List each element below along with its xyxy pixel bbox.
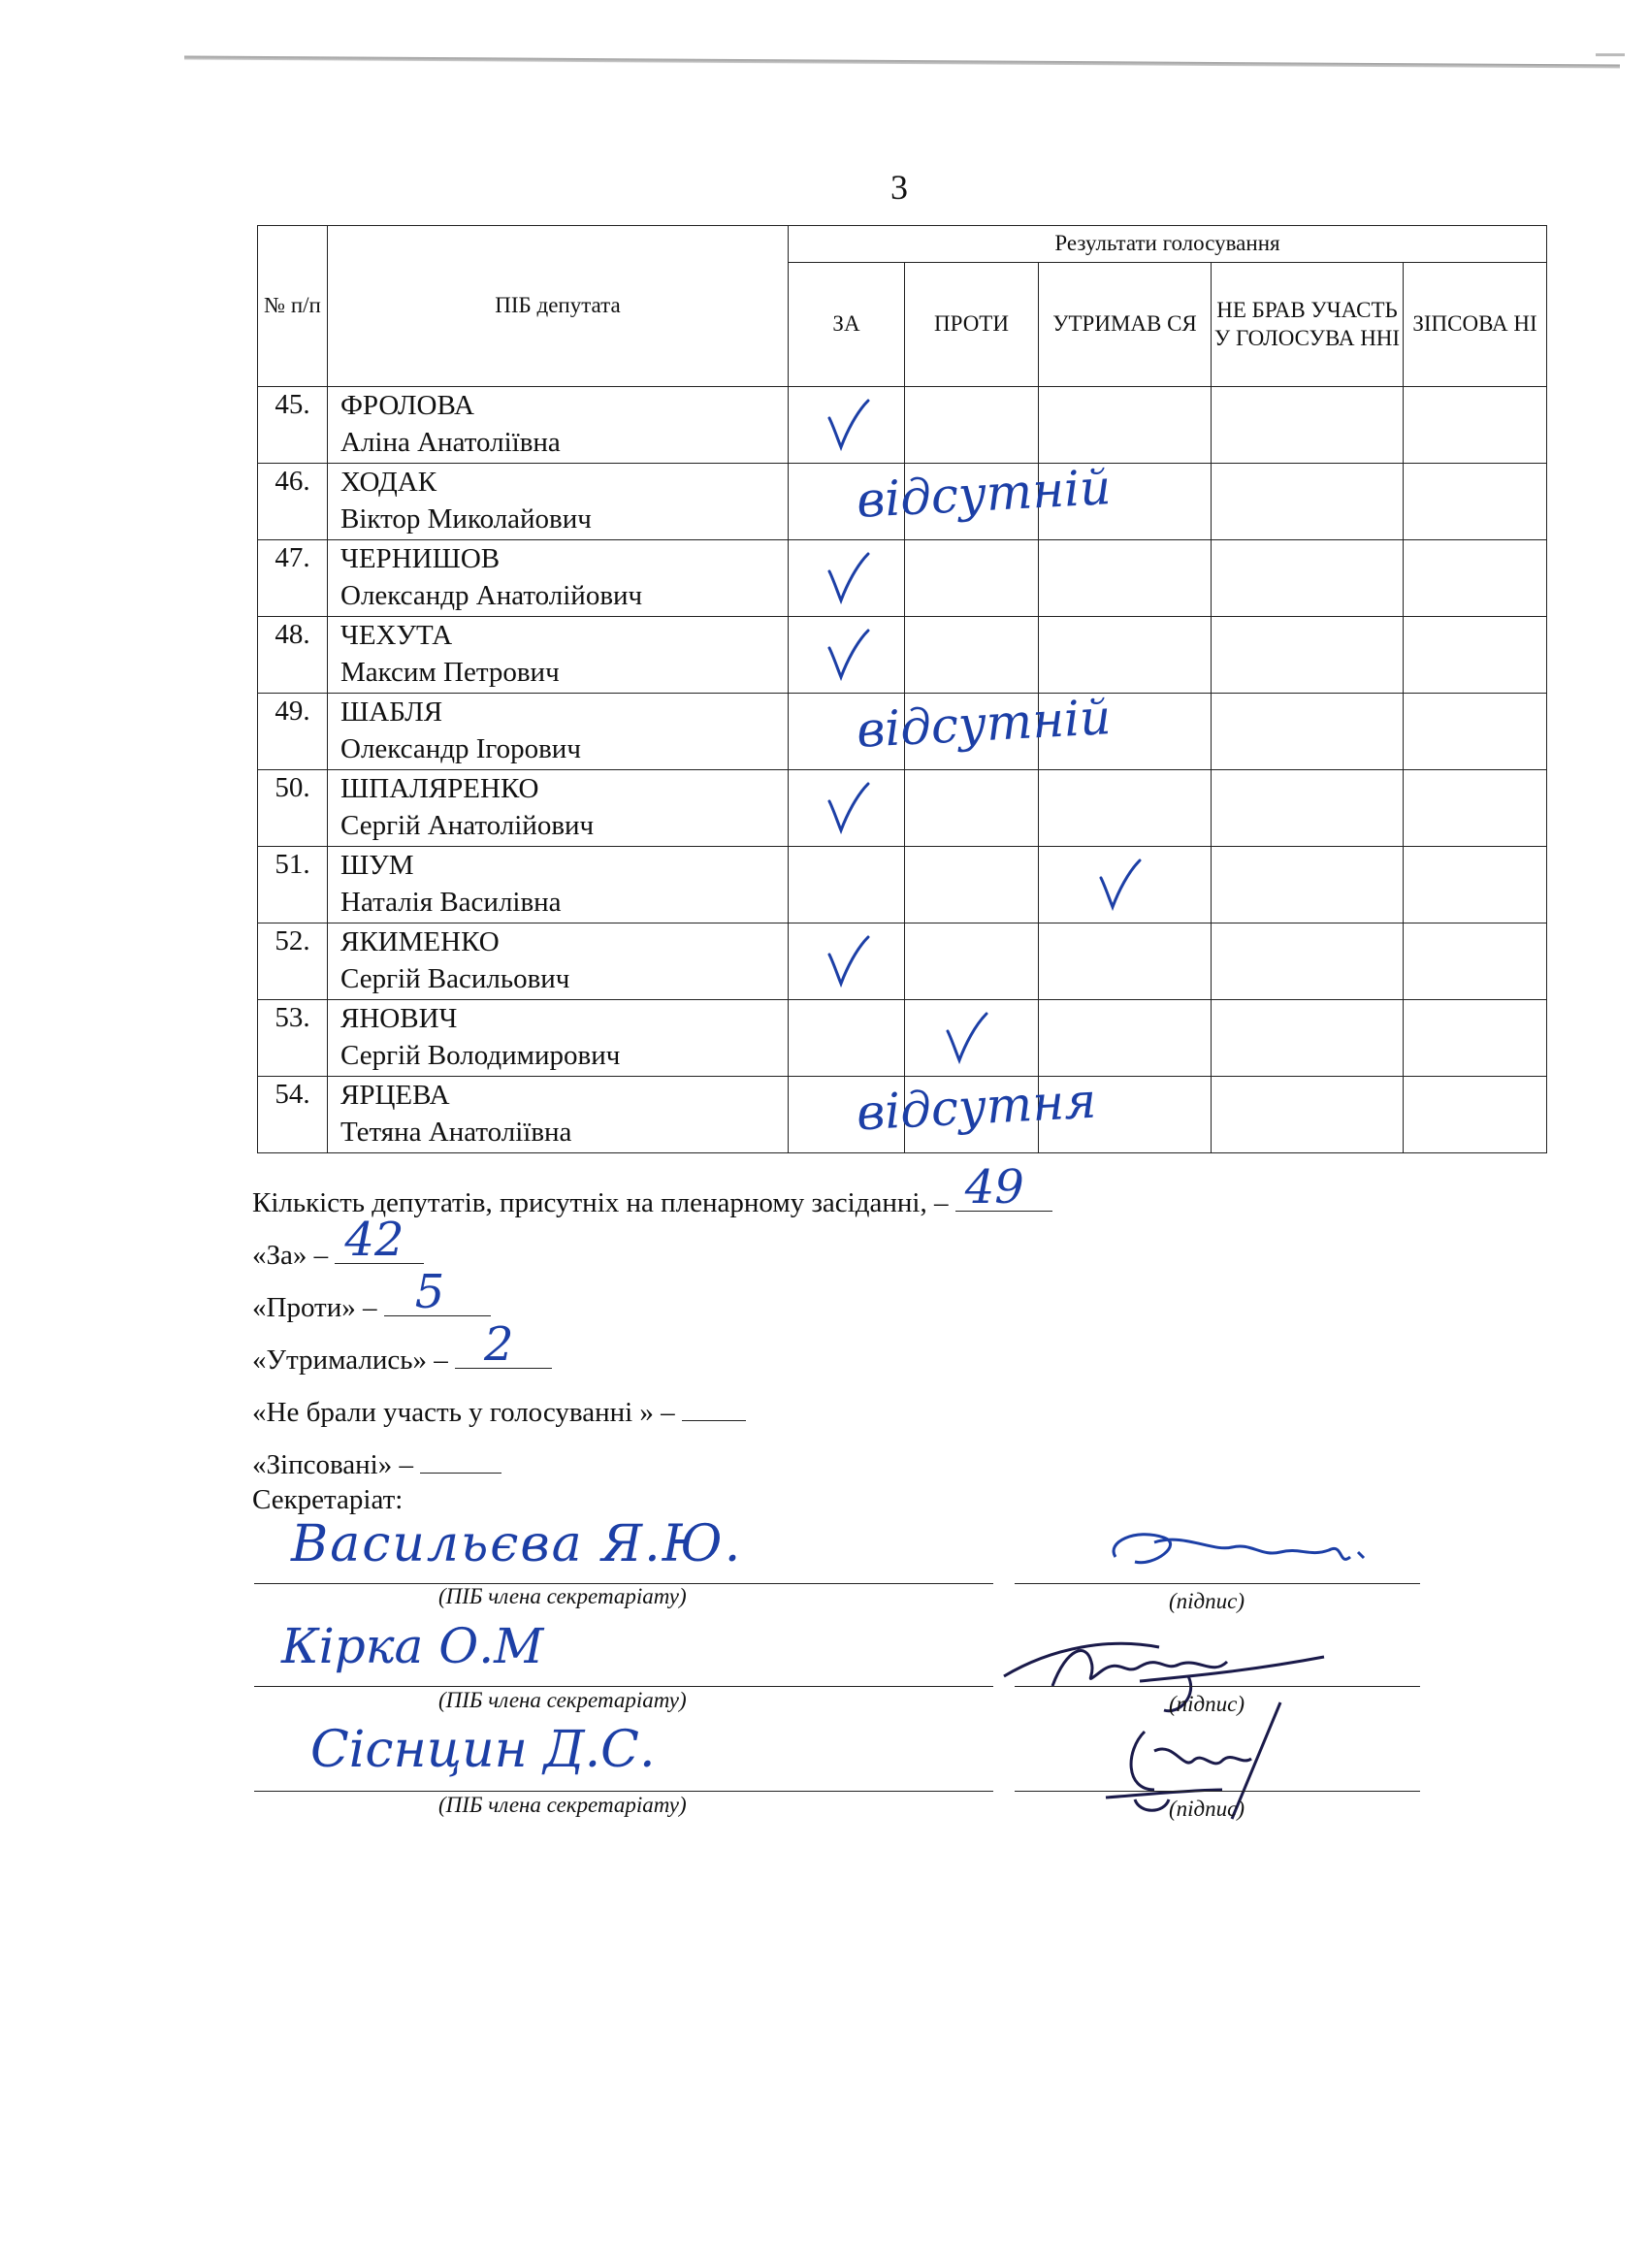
secretariat-member-1-signature-line <box>1015 1583 1420 1584</box>
vote-cell-zipsovani <box>1404 923 1547 1000</box>
vote-cell-proty <box>905 770 1039 847</box>
row-number: 45. <box>258 387 328 464</box>
deputy-given-names: Сергій Анатолійович <box>340 810 595 841</box>
vote-cell-zipsovani <box>1404 464 1547 540</box>
vote-cell-utrymavsia <box>1039 1077 1212 1153</box>
deputy-surname: ФРОЛОВА <box>340 390 474 421</box>
vote-cell-zipsovani <box>1404 1000 1547 1077</box>
summary-proty-label: «Проти» – <box>252 1292 377 1323</box>
vote-cell-za <box>789 847 905 923</box>
secretariat-member-1-name: Васильєва Я.Ю. <box>291 1515 743 1573</box>
vote-cell-za <box>789 387 905 464</box>
checkmark-icon <box>825 550 872 604</box>
table-row <box>258 617 1547 694</box>
vote-cell-proty <box>905 387 1039 464</box>
checkmark-icon <box>825 780 872 834</box>
deputy-given-names: Аліна Анатоліївна <box>340 427 561 458</box>
vote-cell-zipsovani <box>1404 387 1547 464</box>
row-number: 54. <box>258 1077 328 1153</box>
summary-utrymalys <box>252 1317 552 1377</box>
deputy-given-names: Віктор Миколайович <box>340 503 592 535</box>
summary-proty <box>252 1265 491 1324</box>
vote-cell-proty <box>905 617 1039 694</box>
deputy-given-names: Тетяна Анатоліївна <box>340 1117 572 1148</box>
deputy-given-names: Сергій Володимирович <box>340 1040 621 1071</box>
summary-zipsovani-label: «Зіпсовані» – <box>252 1449 413 1480</box>
deputy-name <box>328 923 789 1000</box>
summary-proty-value: 5 <box>414 1265 445 1319</box>
summary-za-label: «За» – <box>252 1240 329 1271</box>
checkmark-icon <box>944 1010 990 1064</box>
vote-cell-za <box>789 1000 905 1077</box>
vote-cell-za <box>789 1072 1098 1153</box>
secretariat-member-2-name: Кірка О.М <box>281 1618 544 1674</box>
absent-note: відсутня <box>855 1072 1098 1142</box>
deputy-given-names: Олександр Анатолійович <box>340 580 643 611</box>
deputy-surname: ШУМ <box>340 850 414 881</box>
deputy-surname: ШПАЛЯРЕНКО <box>340 773 539 804</box>
row-number: 47. <box>258 540 328 617</box>
checkmark-icon <box>825 397 872 451</box>
row-number: 51. <box>258 847 328 923</box>
summary-ne-braly <box>252 1391 746 1429</box>
deputy-given-names: Сергій Васильович <box>340 963 570 994</box>
vote-cell-ne-brav-uchast <box>1212 770 1404 847</box>
vote-cell-proty <box>905 540 1039 617</box>
checkmark-icon <box>1097 857 1144 911</box>
vote-cell-za <box>789 459 1113 540</box>
summary-ne-braly-label: «Не брали участь у голосуванні » – <box>252 1397 675 1428</box>
secretariat-member-2-name-caption: (ПІБ члена секретаріату) <box>438 1688 687 1712</box>
vote-cell-proty <box>905 847 1039 923</box>
deputy-name <box>328 847 789 923</box>
secretariat-member-1-signature-caption: (підпис) <box>1169 1589 1245 1613</box>
table-row <box>258 464 1547 540</box>
header-proty: ПРОТИ <box>905 263 1039 387</box>
summary-present-value: 49 <box>964 1160 1024 1215</box>
vote-cell-proty <box>905 1000 1039 1077</box>
deputy-given-names: Олександр Ігорович <box>340 733 581 764</box>
secretariat-member-2-signature-caption: (підпис) <box>1169 1692 1245 1716</box>
header-za: ЗА <box>789 263 905 387</box>
secretariat-title: Секретаріат: <box>252 1484 404 1515</box>
table-row <box>258 387 1547 464</box>
deputy-given-names: Максим Петрович <box>340 657 560 688</box>
header-zipsovani: ЗІПСОВА НІ <box>1404 263 1547 387</box>
summary-za-blank <box>335 1213 424 1267</box>
deputy-name <box>328 540 789 617</box>
row-number: 52. <box>258 923 328 1000</box>
vote-cell-za <box>789 770 905 847</box>
deputy-name <box>328 1077 789 1153</box>
header-number: № п/п <box>258 226 328 387</box>
header-ne-brav-uchast: НЕ БРАВ УЧАСТЬ У ГОЛОСУВА ННІ <box>1212 263 1404 387</box>
deputy-surname: ХОДАК <box>340 467 437 498</box>
deputy-surname: ЧЕРНИШОВ <box>340 543 501 574</box>
vote-cell-ne-brav-uchast <box>1212 387 1404 464</box>
vote-cell-proty <box>905 464 1039 540</box>
secretariat-member-3-signature-line <box>1015 1791 1420 1792</box>
summary-za-value: 42 <box>344 1213 404 1267</box>
summary-utrymalys-blank <box>455 1317 552 1372</box>
summary-present-label: Кількість депутатів, присутніх на пленарному засіданні, – <box>252 1187 949 1218</box>
deputy-surname: ЯРЦЕВА <box>340 1080 450 1111</box>
absent-note: відсутній <box>855 689 1113 759</box>
vote-cell-utrymavsia <box>1039 770 1212 847</box>
absent-note: відсутній <box>855 459 1113 529</box>
vote-cell-za <box>789 540 905 617</box>
scan-edge-corner <box>1596 53 1625 56</box>
table-row <box>258 923 1547 1000</box>
table-row <box>258 770 1547 847</box>
header-results: Результати голосування <box>789 226 1547 263</box>
vote-cell-zipsovani <box>1404 847 1547 923</box>
deputy-surname: ЯКИМЕНКО <box>340 926 500 957</box>
vote-cell-zipsovani <box>1404 617 1547 694</box>
vote-cell-ne-brav-uchast <box>1212 1077 1404 1153</box>
summary-zipsovani-blank <box>420 1443 501 1474</box>
vote-cell-ne-brav-uchast <box>1212 464 1404 540</box>
checkmark-icon <box>825 627 872 681</box>
deputy-surname: ЧЕХУТА <box>340 620 453 651</box>
secretariat-member-2-name-line <box>254 1686 993 1687</box>
deputy-name <box>328 387 789 464</box>
secretariat-member-3-name: Сіснцин Д.С. <box>310 1721 656 1779</box>
table-row <box>258 1000 1547 1077</box>
summary-utrymalys-value: 2 <box>483 1317 514 1372</box>
vote-cell-utrymavsia <box>1039 387 1212 464</box>
vote-cell-za <box>789 923 905 1000</box>
vote-cell-ne-brav-uchast <box>1212 617 1404 694</box>
vote-cell-utrymavsia <box>1039 847 1212 923</box>
vote-cell-utrymavsia <box>1039 694 1212 770</box>
secretariat-member-2-signature-line <box>1015 1686 1420 1687</box>
vote-cell-zipsovani <box>1404 770 1547 847</box>
page-number: 3 <box>890 168 908 207</box>
vote-cell-utrymavsia <box>1039 464 1212 540</box>
vote-cell-proty <box>905 694 1039 770</box>
secretariat-member-3-signature-caption: (підпис) <box>1169 1797 1245 1821</box>
vote-cell-ne-brav-uchast <box>1212 1000 1404 1077</box>
row-number: 48. <box>258 617 328 694</box>
vote-cell-proty <box>905 923 1039 1000</box>
summary-zipsovani <box>252 1443 501 1481</box>
table-row <box>258 847 1547 923</box>
deputy-surname: ЯНОВИЧ <box>340 1003 458 1034</box>
row-number: 53. <box>258 1000 328 1077</box>
secretariat-member-1-signature <box>1096 1513 1387 1591</box>
summary-za <box>252 1213 424 1272</box>
row-number: 49. <box>258 694 328 770</box>
secretariat-member-1-name-caption: (ПІБ члена секретаріату) <box>438 1584 687 1608</box>
table-row <box>258 1077 1547 1153</box>
vote-cell-utrymavsia <box>1039 1000 1212 1077</box>
summary-ne-braly-blank <box>682 1391 746 1421</box>
header-utrymavsia: УТРИМАВ СЯ <box>1039 263 1212 387</box>
deputy-given-names: Наталія Василівна <box>340 887 562 918</box>
table-row <box>258 540 1547 617</box>
vote-cell-utrymavsia <box>1039 923 1212 1000</box>
deputy-surname: ШАБЛЯ <box>340 697 443 728</box>
vote-cell-za <box>789 689 1113 770</box>
deputy-name <box>328 1000 789 1077</box>
vote-cell-zipsovani <box>1404 694 1547 770</box>
vote-cell-proty <box>905 1077 1039 1153</box>
deputy-name <box>328 464 789 540</box>
voting-table <box>257 225 1547 1153</box>
vote-cell-zipsovani <box>1404 540 1547 617</box>
table-row <box>258 694 1547 770</box>
summary-utrymalys-label: «Утримались» – <box>252 1345 448 1376</box>
row-number: 46. <box>258 464 328 540</box>
vote-cell-ne-brav-uchast <box>1212 847 1404 923</box>
summary-proty-blank <box>384 1265 491 1319</box>
secretariat-member-3-name-line <box>254 1791 993 1792</box>
vote-cell-utrymavsia <box>1039 540 1212 617</box>
row-number: 50. <box>258 770 328 847</box>
vote-cell-za <box>789 617 905 694</box>
checkmark-icon <box>825 933 872 988</box>
vote-cell-ne-brav-uchast <box>1212 694 1404 770</box>
vote-cell-utrymavsia <box>1039 617 1212 694</box>
secretariat-member-3-name-caption: (ПІБ члена секретаріату) <box>438 1793 687 1817</box>
deputy-name <box>328 694 789 770</box>
vote-cell-ne-brav-uchast <box>1212 923 1404 1000</box>
deputy-name <box>328 617 789 694</box>
deputy-name <box>328 770 789 847</box>
header-name: ПІБ депутата <box>328 226 789 387</box>
vote-cell-ne-brav-uchast <box>1212 540 1404 617</box>
summary-present-blank <box>955 1160 1052 1215</box>
scan-edge <box>184 55 1620 68</box>
vote-cell-zipsovani <box>1404 1077 1547 1153</box>
